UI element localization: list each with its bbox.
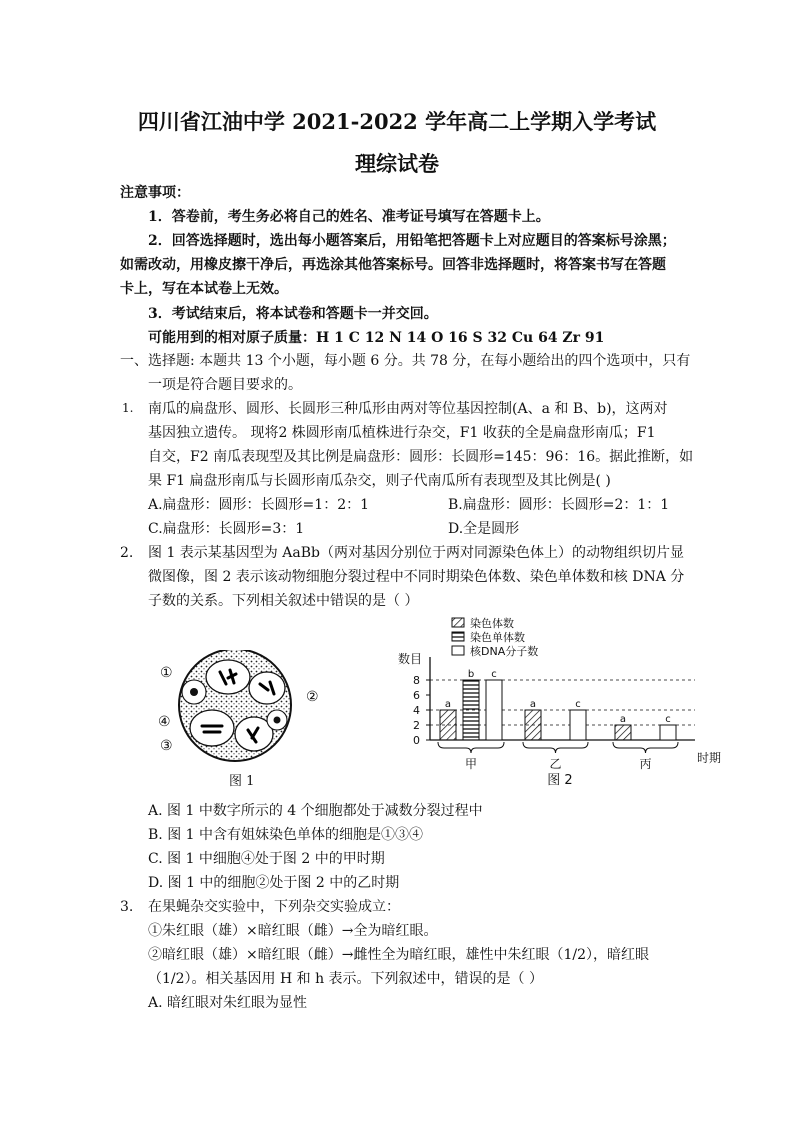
legend-swatch — [452, 632, 464, 641]
bar-label: a — [444, 699, 452, 710]
bar-label: a — [619, 714, 627, 725]
notice-item: 卡上，写在本试卷上无效。 — [120, 281, 288, 297]
notice-item: 3．考试结束后，将本试卷和答题卡一并交回。 — [148, 306, 438, 322]
question-text: 南瓜的扁盘形、圆形、长圆形三种瓜形由两对等位基因控制(A、a 和 B、b)，这两对 — [148, 401, 668, 417]
fig2-caption: 图 2 — [547, 773, 573, 788]
question-number: 3. — [120, 899, 134, 915]
option-a: A.扁盘形：圆形：长圆形=1：2：1 — [148, 497, 370, 513]
question-text: ①朱红眼（雄）×暗红眼（雌）→全为暗红眼。 — [148, 923, 438, 939]
bar-c-2 — [660, 725, 676, 740]
legend-label: 核DNA分子数 — [470, 645, 539, 658]
legend-label: 染色单体数 — [470, 631, 525, 644]
y-axis-label: 数目 — [398, 652, 423, 666]
bar-label: c — [575, 699, 581, 710]
question-number: 2. — [120, 545, 134, 561]
fig1-label-3: ③ — [160, 738, 173, 754]
bar-a-1 — [525, 710, 541, 740]
group-brace — [438, 742, 504, 753]
question-number: 1. — [122, 401, 134, 415]
page-title: 四川省江油中学 2021-2022 学年高二上学期入学考试 — [137, 109, 657, 134]
group-brace — [523, 742, 588, 753]
section-heading-cont: 一项是符合题目要求的。 — [148, 377, 302, 393]
atomic-masses: 可能用到的相对原子质量：H 1 C 12 N 14 O 16 S 32 Cu 64 Zr 91 — [148, 330, 605, 346]
y-tick-label: 8 — [413, 674, 420, 687]
bar-label: b — [467, 669, 475, 680]
question-text: 自交，F2 南瓜表现型及其比例是扁盘形：圆形：长圆形=145：96：16。据此推断，如 — [148, 449, 694, 465]
page-subtitle: 理综试卷 — [355, 151, 439, 176]
legend-swatch — [452, 646, 464, 655]
y-tick-label: 2 — [413, 719, 420, 732]
question-text: 在果蝇杂交实验中，下列杂交实验成立： — [148, 899, 400, 915]
option-b: B.扁盘形：圆形：长圆形=2：1：1 — [448, 497, 670, 513]
option-d: D.全是圆形 — [448, 521, 520, 537]
bar-a-0 — [440, 710, 456, 740]
legend-label: 染色体数 — [470, 617, 514, 630]
x-axis-label: 时期 — [697, 751, 722, 765]
question-text: 果 F1 扁盘形南瓜与长圆形南瓜杂交，则子代南瓜所有表现型及其比例是( ) — [148, 473, 611, 489]
category-label: 丙 — [639, 757, 652, 771]
y-tick-label: 4 — [413, 704, 420, 717]
bar-c-0 — [486, 680, 502, 740]
option-a: A. 图 1 中数字所示的 4 个细胞都处于减数分裂过程中 — [148, 803, 483, 819]
notice-item: 1．答卷前，考生务必将自己的姓名、准考证号填写在答题卡上。 — [148, 209, 550, 225]
question-text: 基因独立遗传。 现将2 株圆形南瓜植株进行杂交，F1 收获的全是扁盘形南瓜；F1 — [148, 425, 656, 441]
option-a: A. 暗红眼对朱红眼为显性 — [148, 995, 308, 1011]
question-text: （1/2）。相关基因用 H 和 h 表示。下列叙述中，错误的是（ ） — [148, 971, 544, 987]
option-c: C. 图 1 中细胞④处于图 2 中的甲时期 — [148, 851, 385, 867]
bar-label: c — [665, 714, 671, 725]
fig1-label-1: ① — [160, 665, 173, 681]
notice-item: 2．回答选择题时，选出每小题答案后，用铅笔把答题卡上对应题目的答案标号涂黑； — [148, 233, 676, 249]
bar-label: a — [529, 699, 537, 710]
bar-b-0 — [463, 680, 479, 740]
notice-heading: 注意事项： — [120, 185, 190, 201]
bar-c-1 — [570, 710, 586, 740]
category-label: 乙 — [549, 757, 562, 771]
fig1-label-2: ② — [306, 689, 319, 705]
option-b: B. 图 1 中含有姐妹染色单体的细胞是①③④ — [148, 827, 423, 843]
notice-item: 如需改动，用橡皮擦干净后，再选涂其他答案标号。回答非选择题时，将答案书写在答题 — [120, 257, 666, 273]
question-text: 子数的关系。下列相关叙述中错误的是（ ） — [148, 593, 419, 609]
bar-label: c — [491, 669, 497, 680]
question-text: 图 1 表示某基因型为 AaBb（两对基因分别位于两对同源染色体上）的动物组织切片显 — [148, 545, 684, 561]
fig1-label-4: ④ — [158, 714, 171, 730]
bar-a-2 — [615, 725, 631, 740]
fig1-caption: 图 1 — [229, 774, 255, 789]
option-d: D. 图 1 中的细胞②处于图 2 中的乙时期 — [148, 875, 400, 891]
question-text: 微图像，图 2 表示该动物细胞分裂过程中不同时期染色体数、染色单体数和核 DNA 分 — [148, 569, 685, 585]
category-label: 甲 — [464, 757, 478, 771]
question-text: ②暗红眼（雄）×暗红眼（雌）→雌性全为暗红眼，雄性中朱红眼（1/2），暗红眼 — [148, 947, 649, 963]
section-heading: 一、选择题: 本题共 13 个小题，每小题 6 分。共 78 分，在每小题给出的四个选项中，只有 — [120, 353, 691, 369]
y-tick-label: 6 — [413, 689, 420, 702]
legend-swatch — [452, 618, 464, 627]
y-tick-label: 0 — [413, 734, 420, 747]
group-brace — [613, 742, 678, 753]
option-c: C.扁盘形：长圆形=3：1 — [148, 521, 305, 537]
figure-2-chart — [390, 612, 730, 792]
